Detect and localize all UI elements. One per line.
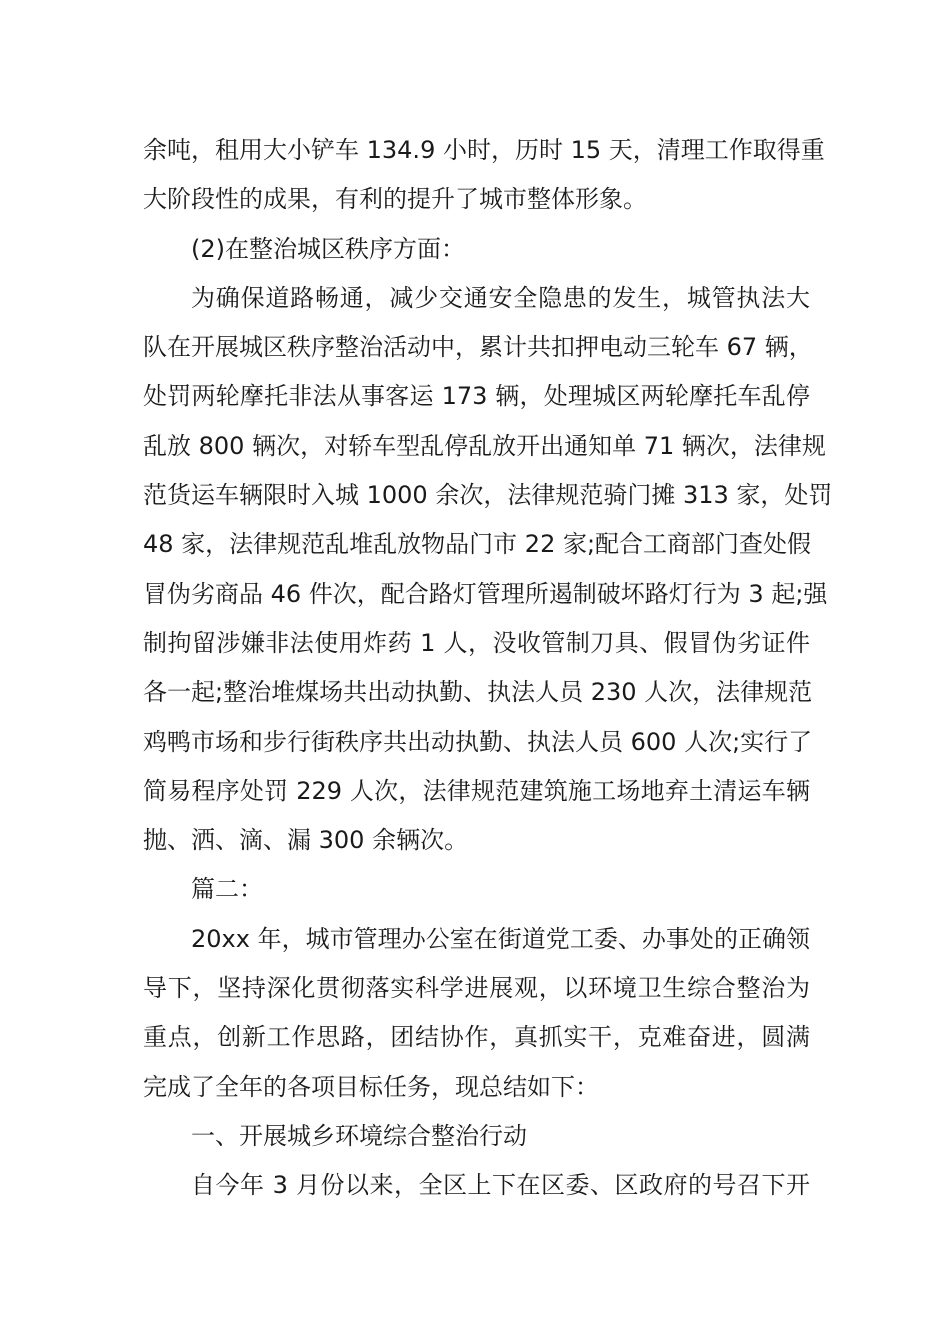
paragraph-line: 余吨，租用大小铲车 134.9 小时，历时 15 天，清理工作取得重: [143, 136, 825, 164]
paragraph-line: 大阶段性的成果，有利的提升了城市整体形象。: [143, 185, 647, 214]
paragraph-line: 48 家，法律规范乱堆乱放物品门市 22 家;配合工商部门查处假: [143, 530, 812, 559]
section-heading: 一、开展城乡环境综合整治行动: [191, 1121, 527, 1150]
section-heading: 篇二：: [191, 875, 263, 904]
paragraph-line: 20xx 年，城市管理办公室在街道党工委、办事处的正确领: [191, 924, 810, 953]
document-body: [143, 126, 833, 1211]
paragraph-line: 各一起;整治堆煤场共出动执勤、执法人员 230 人次，法律规范: [143, 678, 813, 707]
paragraph-line: 为确保道路畅通，减少交通安全隐患的发生，城管执法大: [191, 283, 810, 312]
paragraph-line: 自今年 3 月份以来，全区上下在区委、区政府的号召下开: [191, 1171, 810, 1200]
paragraph-line: 乱放 800 辆次，对轿车型乱停乱放开出通知单 71 辆次，法律规: [143, 431, 826, 460]
paragraph-line: 制拘留涉嫌非法使用炸药 1 人，没收管制刀具、假冒伪劣证件: [143, 628, 810, 657]
paragraph-line: 导下，坚持深化贯彻落实科学进展观，以环境卫生综合整治为: [143, 974, 810, 1003]
paragraph-line: 简易程序处罚 229 人次，法律规范建筑施工场地弃土清运车辆: [143, 776, 810, 805]
paragraph-line: 冒伪劣商品 46 件次，配合路灯管理所遏制破坏路灯行为 3 起;强: [143, 579, 828, 608]
paragraph-line: 鸡鸭市场和步行街秩序共出动执勤、执法人员 600 人次;实行了: [143, 727, 813, 756]
paragraph-line: 抛、洒、滴、漏 300 余辆次。: [143, 826, 469, 855]
section-heading: (2)在整治城区秩序方面：: [191, 234, 465, 263]
paragraph-line: 处罚两轮摩托非法从事客运 173 辆，处理城区两轮摩托车乱停: [143, 382, 810, 411]
paragraph-line: 完成了全年的各项目标任务，现总结如下：: [143, 1072, 599, 1101]
paragraph-line: 重点，创新工作思路，团结协作，真抓实干，克难奋进，圆满: [143, 1023, 810, 1052]
paragraph-line: 队在开展城区秩序整治活动中，累计共扣押电动三轮车 67 辆，: [143, 333, 813, 362]
paragraph-line: 范货运车辆限时入城 1000 余次，法律规范骑门摊 313 家，处罚: [143, 481, 833, 510]
